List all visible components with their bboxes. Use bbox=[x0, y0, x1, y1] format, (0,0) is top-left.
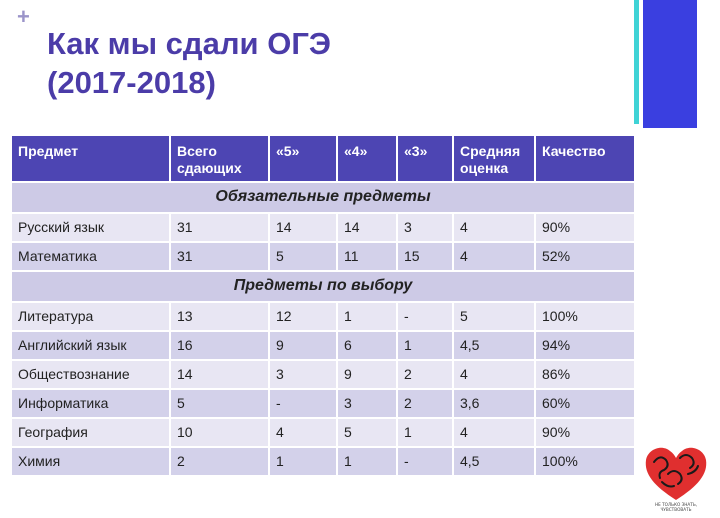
plus-icon: + bbox=[17, 4, 30, 29]
cell-grade-5: 3 bbox=[269, 360, 337, 389]
title-line-2: (2017-2018) bbox=[47, 65, 216, 100]
title-line-1: Как мы сдали ОГЭ bbox=[47, 26, 331, 61]
cell-grade-4: 3 bbox=[337, 389, 397, 418]
cell-average: 4 bbox=[453, 213, 535, 242]
cell-grade-4: 9 bbox=[337, 360, 397, 389]
cell-grade-3: 2 bbox=[397, 360, 453, 389]
cell-subject: Химия bbox=[11, 447, 170, 476]
logo-caption-line-2: ЧУВСТВОВАТЬ bbox=[660, 507, 692, 512]
section-elective-label: Предметы по выбору bbox=[11, 271, 635, 302]
cell-quality: 60% bbox=[535, 389, 635, 418]
cell-grade-3: 3 bbox=[397, 213, 453, 242]
cell-subject: Математика bbox=[11, 242, 170, 271]
cell-grade-4: 14 bbox=[337, 213, 397, 242]
cell-grade-5: - bbox=[269, 389, 337, 418]
cell-quality: 86% bbox=[535, 360, 635, 389]
header-row bbox=[11, 135, 635, 182]
accent-bar-cyan bbox=[634, 0, 639, 124]
cell-quality: 52% bbox=[535, 242, 635, 271]
heart-icon bbox=[646, 448, 707, 500]
cell-grade-4: 5 bbox=[337, 418, 397, 447]
header-average-line-1: Средняя bbox=[460, 143, 521, 159]
header-subject: Предмет bbox=[11, 135, 170, 182]
cell-subject: Английский язык bbox=[11, 331, 170, 360]
cell-subject: Литература bbox=[11, 302, 170, 331]
slide-title bbox=[47, 24, 331, 102]
section-row-elective bbox=[11, 271, 635, 302]
cell-average: 5 bbox=[453, 302, 535, 331]
logo-caption-line-1: НЕ ТОЛЬКО ЗНАТЬ, bbox=[654, 502, 698, 507]
cell-grade-5: 4 bbox=[269, 418, 337, 447]
header-average-line-2: оценка bbox=[460, 160, 509, 176]
cell-grade-5: 1 bbox=[269, 447, 337, 476]
cell-grade-5: 14 bbox=[269, 213, 337, 242]
cell-grade-3: 1 bbox=[397, 418, 453, 447]
table-row bbox=[11, 302, 635, 331]
cell-total: 31 bbox=[170, 213, 269, 242]
table-row bbox=[11, 213, 635, 242]
table-row bbox=[11, 389, 635, 418]
cell-grade-3: 15 bbox=[397, 242, 453, 271]
cell-subject: Русский язык bbox=[11, 213, 170, 242]
cell-grade-3: - bbox=[397, 447, 453, 476]
cell-total: 5 bbox=[170, 389, 269, 418]
cell-total: 13 bbox=[170, 302, 269, 331]
section-mandatory-label: Обязательные предметы bbox=[11, 182, 635, 213]
header-quality: Качество bbox=[535, 135, 635, 182]
cell-quality: 90% bbox=[535, 418, 635, 447]
cell-subject: Обществознание bbox=[11, 360, 170, 389]
cell-total: 14 bbox=[170, 360, 269, 389]
header-average bbox=[453, 135, 535, 182]
cell-grade-3: 1 bbox=[397, 331, 453, 360]
cell-average: 3,6 bbox=[453, 389, 535, 418]
cell-quality: 94% bbox=[535, 331, 635, 360]
table-row bbox=[11, 242, 635, 271]
cell-subject: Информатика bbox=[11, 389, 170, 418]
table-row bbox=[11, 360, 635, 389]
cell-average: 4 bbox=[453, 360, 535, 389]
cell-grade-4: 6 bbox=[337, 331, 397, 360]
heart-logo bbox=[640, 440, 712, 512]
cell-total: 10 bbox=[170, 418, 269, 447]
cell-quality: 90% bbox=[535, 213, 635, 242]
header-total-line-2: сдающих bbox=[177, 160, 242, 176]
table-row bbox=[11, 331, 635, 360]
cell-average: 4 bbox=[453, 418, 535, 447]
cell-grade-4: 11 bbox=[337, 242, 397, 271]
cell-total: 31 bbox=[170, 242, 269, 271]
cell-grade-5: 9 bbox=[269, 331, 337, 360]
cell-total: 2 bbox=[170, 447, 269, 476]
cell-grade-3: - bbox=[397, 302, 453, 331]
cell-average: 4 bbox=[453, 242, 535, 271]
cell-grade-4: 1 bbox=[337, 447, 397, 476]
header-grade-5: «5» bbox=[269, 135, 337, 182]
accent-bar-blue bbox=[643, 0, 697, 128]
table-row bbox=[11, 447, 635, 476]
header-grade-4: «4» bbox=[337, 135, 397, 182]
cell-grade-4: 1 bbox=[337, 302, 397, 331]
header-grade-3: «3» bbox=[397, 135, 453, 182]
table-row bbox=[11, 418, 635, 447]
cell-grade-5: 12 bbox=[269, 302, 337, 331]
header-total-line-1: Всего bbox=[177, 143, 217, 159]
section-row-mandatory bbox=[11, 182, 635, 213]
cell-grade-5: 5 bbox=[269, 242, 337, 271]
cell-subject: География bbox=[11, 418, 170, 447]
cell-total: 16 bbox=[170, 331, 269, 360]
results-table bbox=[10, 134, 636, 477]
cell-quality: 100% bbox=[535, 447, 635, 476]
header-total bbox=[170, 135, 269, 182]
cell-quality: 100% bbox=[535, 302, 635, 331]
cell-grade-3: 2 bbox=[397, 389, 453, 418]
cell-average: 4,5 bbox=[453, 331, 535, 360]
cell-average: 4,5 bbox=[453, 447, 535, 476]
